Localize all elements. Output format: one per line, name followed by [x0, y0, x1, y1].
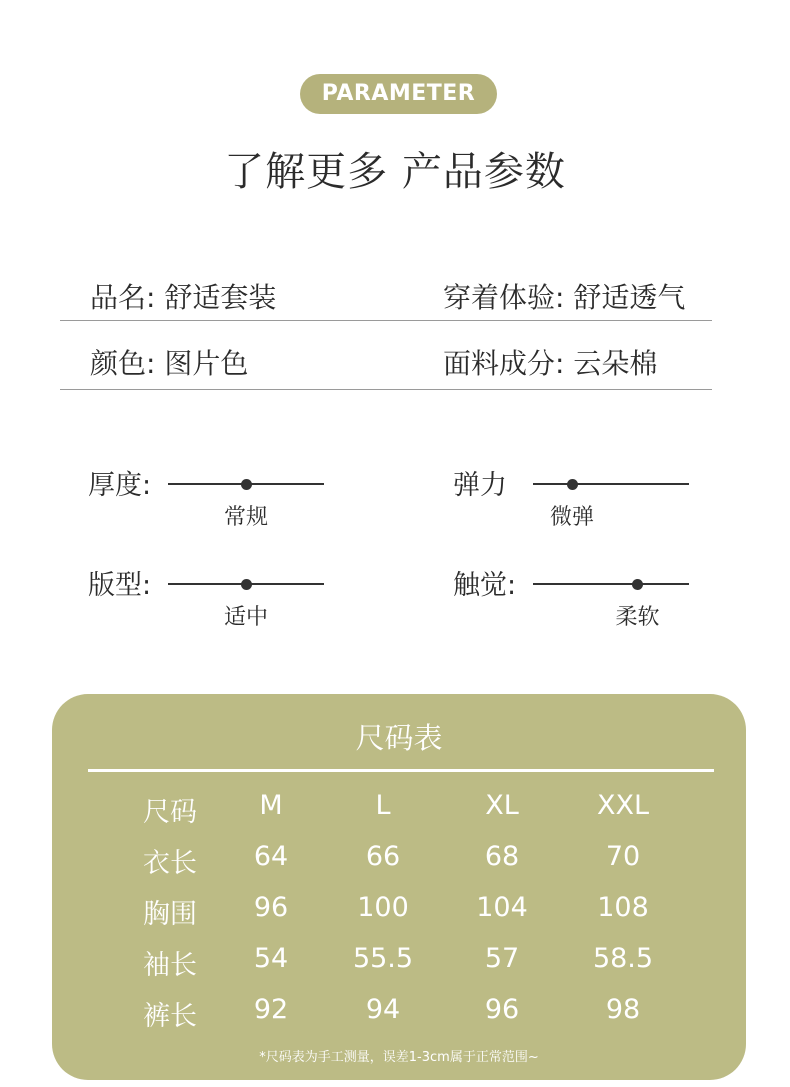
attribute-label: 厚度:: [88, 470, 152, 501]
table-cell: 57: [484, 943, 520, 974]
table-row-label: 裤长: [143, 1001, 197, 1032]
table-row-label: 袖长: [143, 950, 197, 981]
attribute-scale-line: [533, 483, 689, 485]
table-row-label: 胸围: [143, 899, 197, 930]
wearing-experience: 穿着体验: 舒适透气: [443, 281, 686, 314]
size-table-note: *尺码表为手工测量，误差1-3cm属于正常范围~: [259, 1050, 539, 1065]
table-cell: 98: [605, 994, 641, 1025]
table-cell: 96: [484, 994, 520, 1025]
attribute-value: 常规: [223, 505, 269, 530]
table-header-cell: XXL: [596, 790, 650, 821]
info-divider: [60, 320, 712, 321]
table-cell: 108: [597, 892, 649, 923]
table-cell: 58.5: [592, 943, 654, 974]
table-cell: 92: [253, 994, 289, 1025]
attribute-label: 触觉:: [453, 570, 517, 601]
table-cell: 96: [253, 892, 289, 923]
parameter-badge: PARAMETER: [300, 74, 497, 114]
size-table-divider: [88, 769, 714, 772]
table-cell: 66: [365, 841, 401, 872]
size-table-title: 尺码表: [355, 721, 443, 755]
fabric-composition: 面料成分: 云朵棉: [443, 347, 658, 380]
table-cell: 100: [357, 892, 409, 923]
table-cell: 68: [484, 841, 520, 872]
attribute-scale-line: [533, 583, 689, 585]
attribute-value: 柔软: [615, 605, 660, 630]
attribute-value: 适中: [223, 605, 269, 630]
attribute-scale-marker: [567, 479, 578, 490]
attribute-scale-marker: [241, 579, 252, 590]
table-cell: 55.5: [352, 943, 414, 974]
table-header-cell: XL: [485, 790, 519, 821]
attribute-value: 微弹: [549, 505, 595, 530]
table-cell: 64: [253, 841, 289, 872]
table-cell: 54: [253, 943, 289, 974]
product-name: 品名: 舒适套装: [90, 281, 277, 314]
table-cell: 70: [605, 841, 641, 872]
table-header-cell: L: [375, 790, 391, 821]
size-table-panel: [52, 694, 746, 1080]
info-divider: [60, 389, 712, 390]
product-color: 颜色: 图片色: [90, 347, 249, 380]
page-title: 了解更多 产品参数: [224, 149, 566, 195]
attribute-scale-marker: [241, 479, 252, 490]
attribute-label: 版型:: [88, 570, 152, 601]
table-cell: 94: [365, 994, 401, 1025]
attribute-label: 弹力: [453, 470, 507, 501]
table-header-cell: 尺码: [143, 797, 197, 828]
table-header-cell: M: [259, 790, 283, 821]
table-row-label: 衣长: [143, 848, 197, 879]
table-cell: 104: [476, 892, 528, 923]
attribute-scale-marker: [632, 579, 643, 590]
